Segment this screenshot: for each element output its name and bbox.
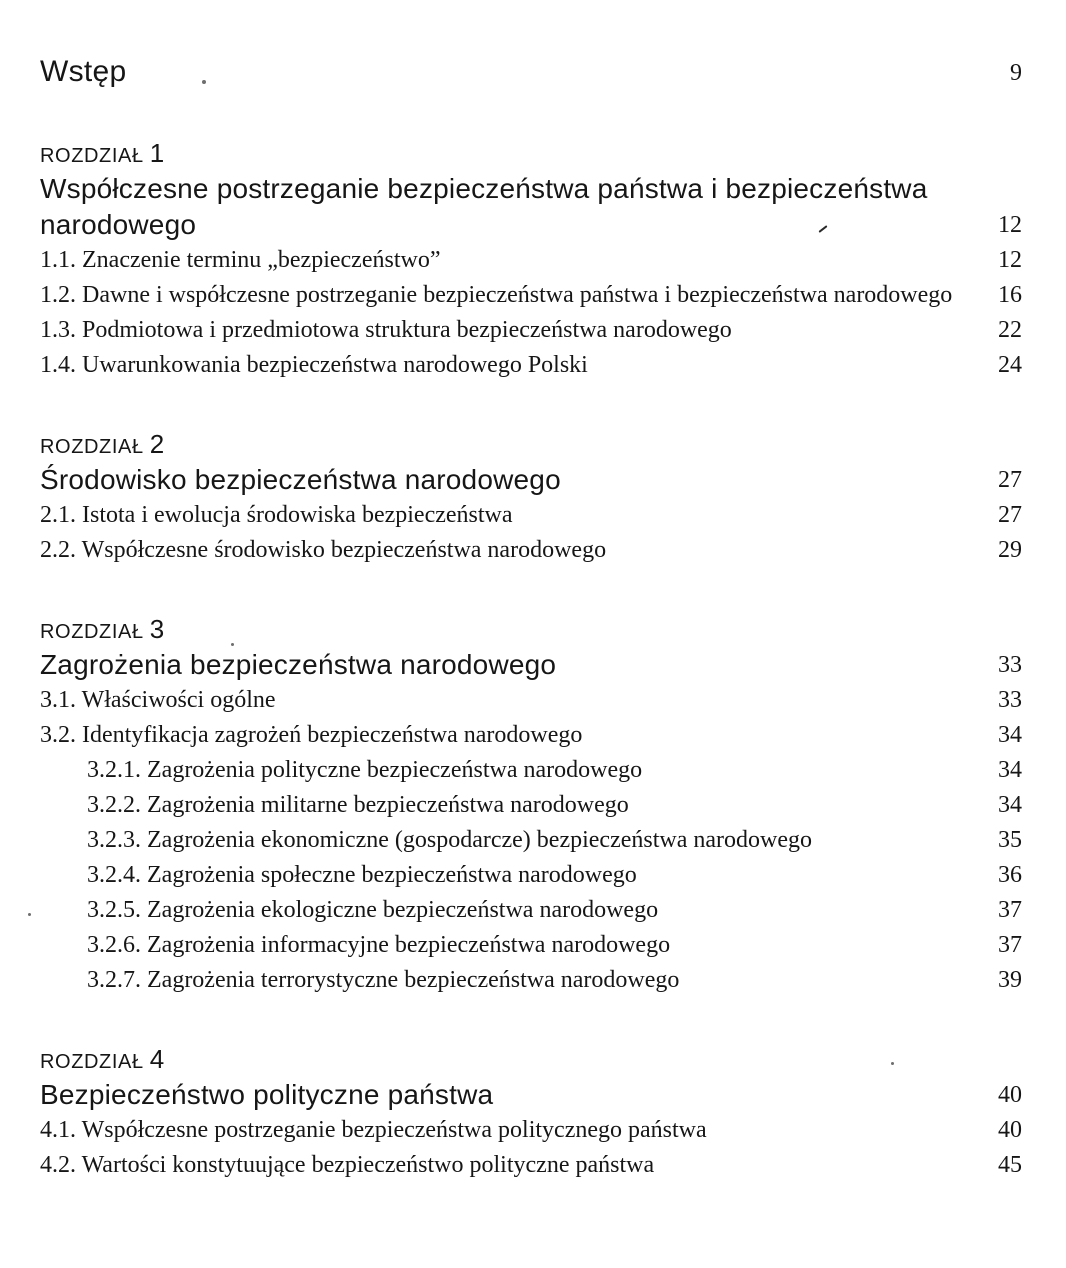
entry-text — [40, 533, 984, 568]
chapter-kicker-label: ROZDZIAŁ — [40, 1051, 144, 1073]
toc-entry — [87, 858, 1022, 893]
page-number: 34 — [998, 722, 1022, 748]
chapter-title: Środowisko bezpieczeństwa narodowego — [40, 464, 561, 495]
chapter-kicker — [40, 1044, 1022, 1077]
entry-title: Zagrożenia informacyjne bezpieczeństwa narodowego — [147, 932, 671, 958]
entry-text — [40, 243, 984, 278]
toc-entry — [87, 788, 1022, 823]
entry-number: 3.2.4. — [87, 862, 141, 888]
entry-title: Współczesne postrzeganie bezpieczeństwa politycznego państwa — [81, 1117, 707, 1143]
toc-entry — [40, 348, 1022, 383]
toc-entry — [40, 683, 1022, 718]
entry-number: 1.4. — [40, 352, 76, 378]
page-number: 24 — [998, 352, 1022, 378]
entry-title: Identyfikacja zagrożeń bezpieczeństwa narodowego — [82, 722, 583, 748]
entry-number: 3.1. — [40, 687, 76, 713]
scan-speck — [231, 643, 234, 646]
entry-title: Zagrożenia ekologiczne bezpieczeństwa narodowego — [147, 897, 659, 923]
scan-speck — [202, 80, 206, 84]
toc-entry — [40, 278, 1022, 313]
entry-number: 2.1. — [40, 502, 76, 528]
toc-entry — [40, 1148, 1022, 1183]
chapter-items — [40, 243, 1022, 383]
scan-speck — [891, 1062, 894, 1065]
entry-title: Zagrożenia ekonomiczne (gospodarcze) bezpieczeństwa narodowego — [147, 827, 813, 853]
page-number: 12 — [998, 212, 1022, 238]
entry-number: 3.2.2. — [87, 792, 141, 818]
page-number: 34 — [998, 792, 1022, 818]
page-number: 39 — [998, 967, 1022, 993]
entry-text — [40, 683, 984, 718]
entry-text — [40, 348, 984, 383]
entry-title: Podmiotowa i przedmiotowa struktura bezpieczeństwa narodowego — [82, 317, 732, 343]
page-number: 37 — [998, 897, 1022, 923]
page-number: 27 — [998, 467, 1022, 493]
chapter-title: Współczesne postrzeganie bezpieczeństwa państwa i bezpieczeństwa narodowego — [40, 173, 928, 240]
entry-number: 3.2.3. — [87, 827, 141, 853]
entry-number: 1.1. — [40, 247, 76, 273]
toc-entry — [40, 313, 1022, 348]
entry-text — [40, 313, 984, 348]
entry-title: Zagrożenia społeczne bezpieczeństwa narodowego — [147, 862, 637, 888]
entry-title: Zagrożenia militarne bezpieczeństwa narodowego — [147, 792, 629, 818]
entry-title: Współczesne środowisko bezpieczeństwa narodowego — [81, 537, 607, 563]
entry-text — [40, 718, 984, 753]
toc-entry — [40, 533, 1022, 568]
chapter-section — [40, 138, 1022, 383]
page-number: 34 — [998, 757, 1022, 783]
chapter-kicker-label: ROZDZIAŁ — [40, 436, 144, 458]
toc-entry-intro — [40, 52, 1022, 92]
toc-entry — [40, 243, 1022, 278]
entry-title: Dawne i współczesne postrzeganie bezpieczeństwa państwa i bezpieczeństwa narodowego — [82, 282, 953, 308]
entry-text — [87, 823, 984, 858]
entry-text — [87, 753, 984, 788]
entry-title: Zagrożenia polityczne bezpieczeństwa narodowego — [147, 757, 643, 783]
page-number: 45 — [998, 1152, 1022, 1178]
page-number: 40 — [998, 1082, 1022, 1108]
entry-number: 4.1. — [40, 1117, 76, 1143]
toc-entry — [87, 893, 1022, 928]
entry-title: Uwarunkowania bezpieczeństwa narodowego Polski — [82, 352, 588, 378]
page-number: 12 — [998, 247, 1022, 273]
entry-title: Istota i ewolucja środowiska bezpieczeństwa — [82, 502, 513, 528]
entry-text — [40, 1113, 984, 1148]
chapter-section — [40, 614, 1022, 998]
chapter-kicker — [40, 138, 1022, 171]
chapter-section — [40, 1044, 1022, 1183]
page-number: 33 — [998, 687, 1022, 713]
page-number: 40 — [998, 1117, 1022, 1143]
chapter-title-row — [40, 647, 1022, 683]
chapter-kicker — [40, 429, 1022, 462]
entry-text — [87, 893, 984, 928]
entry-text — [40, 1148, 984, 1183]
chapter-number: 4 — [149, 1044, 165, 1074]
entry-number: 4.2. — [40, 1152, 76, 1178]
chapter-number: 3 — [149, 614, 165, 644]
page-number: 27 — [998, 502, 1022, 528]
entry-text — [40, 278, 984, 313]
chapter-items — [40, 1113, 1022, 1183]
toc-entry — [87, 928, 1022, 963]
chapter-items — [40, 683, 1022, 998]
entry-text — [40, 498, 984, 533]
entry-number: 3.2.1. — [87, 757, 141, 783]
chapter-section — [40, 429, 1022, 568]
page-number: 22 — [998, 317, 1022, 343]
entry-title: Zagrożenia terrorystyczne bezpieczeństwa narodowego — [147, 967, 680, 993]
entry-text — [87, 963, 984, 998]
entry-title: Znaczenie terminu „bezpieczeństwo” — [82, 247, 441, 273]
entry-number: 1.2. — [40, 282, 76, 308]
entry-text — [87, 858, 984, 893]
chapter-title-row — [40, 1077, 1022, 1113]
chapter-title-row — [40, 171, 1022, 243]
page-number: 37 — [998, 932, 1022, 958]
chapter-number: 2 — [149, 429, 165, 459]
chapter-number: 1 — [149, 138, 165, 168]
intro-title: Wstęp — [40, 55, 127, 88]
chapter-list — [40, 138, 1022, 1183]
toc-entry — [87, 753, 1022, 788]
entry-title: Właściwości ogólne — [81, 687, 276, 713]
page-number: 35 — [998, 827, 1022, 853]
entry-number: 1.3. — [40, 317, 76, 343]
chapter-title: Bezpieczeństwo polityczne państwa — [40, 1079, 494, 1110]
scan-speck — [28, 913, 31, 916]
toc-entry — [87, 823, 1022, 858]
chapter-kicker-label: ROZDZIAŁ — [40, 145, 144, 167]
toc-entry — [40, 1113, 1022, 1148]
page-number: 36 — [998, 862, 1022, 888]
toc-entry — [87, 963, 1022, 998]
chapter-kicker-label: ROZDZIAŁ — [40, 621, 144, 643]
toc-entry — [40, 498, 1022, 533]
entry-number: 3.2.6. — [87, 932, 141, 958]
toc-entry — [40, 718, 1022, 753]
entry-text — [87, 788, 984, 823]
chapter-title: Zagrożenia bezpieczeństwa narodowego — [40, 649, 557, 680]
chapter-kicker — [40, 614, 1022, 647]
page-number: 16 — [998, 282, 1022, 308]
entry-number: 3.2. — [40, 722, 76, 748]
page-number: 29 — [998, 537, 1022, 563]
chapter-title-row — [40, 462, 1022, 498]
entry-number: 2.2. — [40, 537, 76, 563]
chapter-items — [40, 498, 1022, 568]
page-number: 33 — [998, 652, 1022, 678]
entry-title: Wartości konstytuujące bezpieczeństwo polityczne państwa — [81, 1152, 655, 1178]
page-number: 9 — [1010, 60, 1022, 86]
entry-text — [87, 928, 984, 963]
entry-number: 3.2.5. — [87, 897, 141, 923]
entry-number: 3.2.7. — [87, 967, 141, 993]
